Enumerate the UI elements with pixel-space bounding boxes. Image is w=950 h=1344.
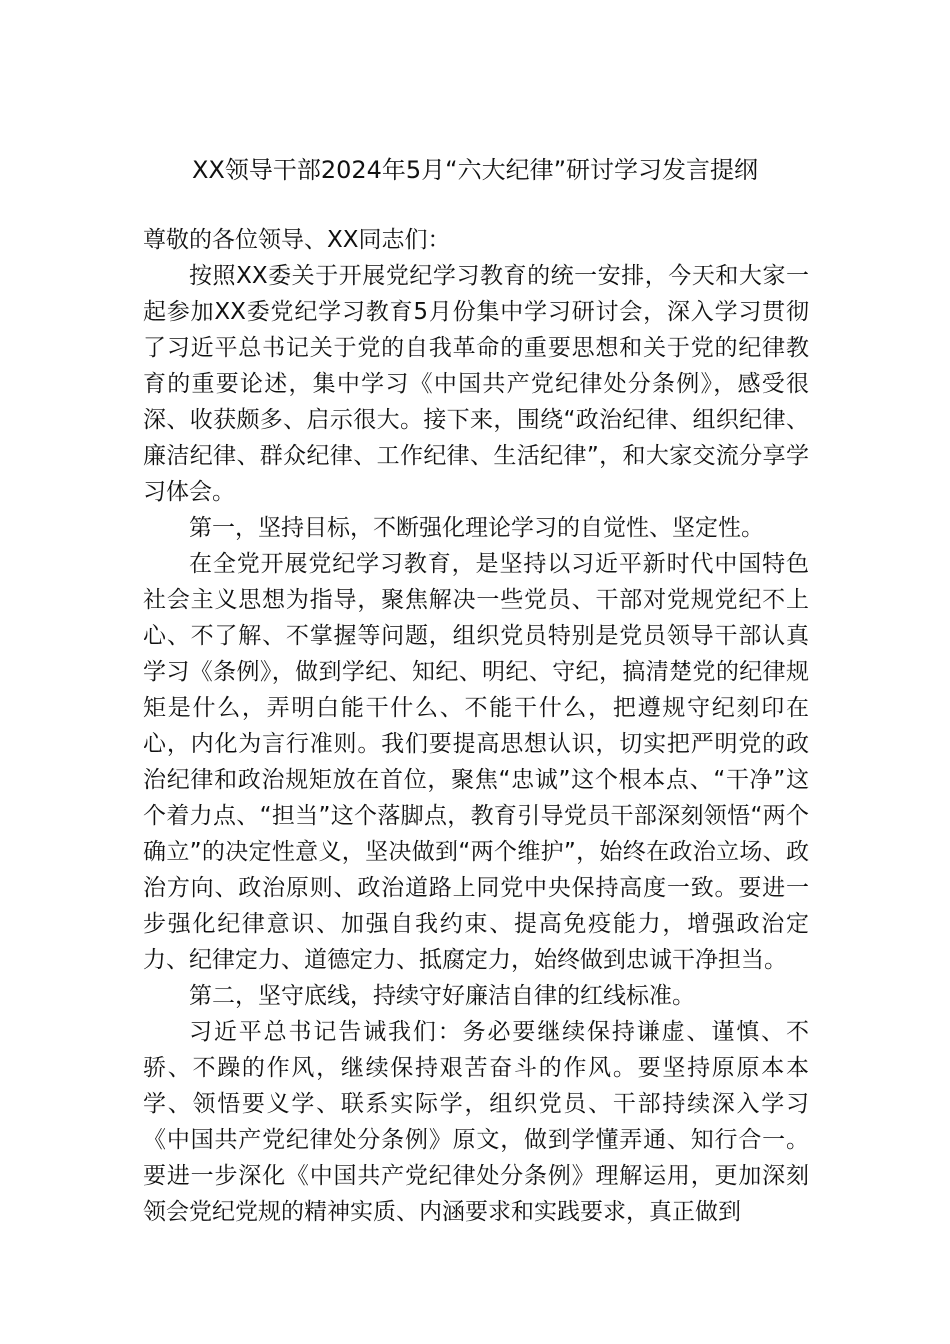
section-heading-second: 第二，坚守底线，持续守好廉洁自律的红线标准。 xyxy=(189,983,695,1009)
document-title: XX领导干部2024年5月“六大纪律”研讨学习发言提纲 xyxy=(191,156,759,184)
salutation: 尊敬的各位领导、XX同志们： xyxy=(143,227,451,253)
paragraph-intro: 按照XX委关于开展党纪学习教育的统一安排，今天和大家一起参加XX委党纪学习教育5月份集中学习研讨会，深入学习贯彻了习近平总书记关于党的自我革命的重要思想和关于党的纪律教育的重要论述，集中学习《中国共产党纪律处分条例》，感受很深、收获颇多、启示很大。接下来，围绕“政治纪律、组织纪律、廉洁纪律、群众纪律、工作纪律、生活纪律”，和大家交流分享学习体会。 xyxy=(143,263,809,505)
paragraph-first: 在全党开展党纪学习教育，是坚持以习近平新时代中国特色社会主义思想为指导，聚焦解决一些党员、干部对党规党纪不上心、不了解、不掌握等问题，组织党员特别是党员领导干部认真学习《条例》，做到学纪、知纪、明纪、守纪，搞清楚党的纪律规矩是什么，弄明白能干什么、不能干什么，把遵规守纪刻印在心，内化为言行准则。我们要提高思想认识，切实把严明党的政治纪律和政治规矩放在首位，聚焦“忠诚”这个根本点、“干净”这个着力点、“担当”这个落脚点，教育引导党员干部深刻领悟“两个确立”的决定性意义，坚决做到“两个维护”，始终在政治立场、政治方向、政治原则、政治道路上同党中央保持高度一致。要进一步强化纪律意识、加强自我约束、提高免疫能力，增强政治定力、纪律定力、道德定力、抵腐定力，始终做到忠诚干净担当。 xyxy=(143,551,809,973)
paragraph-second: 习近平总书记告诫我们：务必要继续保持谦虚、谨慎、不骄、不躁的作风，继续保持艰苦奋斗的作风。要坚持原原本本学、领悟要义学、联系实际学，组织党员、干部持续深入学习《中国共产党纪律处分条例》原文，做到学懂弄通、知行合一。要进一步深化《中国共产党纪律处分条例》理解运用，更加深刻领会党纪党规的精神实质、内涵要求和实践要求，真正做到 xyxy=(143,1019,809,1225)
section-heading-first: 第一，坚持目标，不断强化理论学习的自觉性、坚定性。 xyxy=(189,515,764,541)
document-body xyxy=(143,222,809,1230)
